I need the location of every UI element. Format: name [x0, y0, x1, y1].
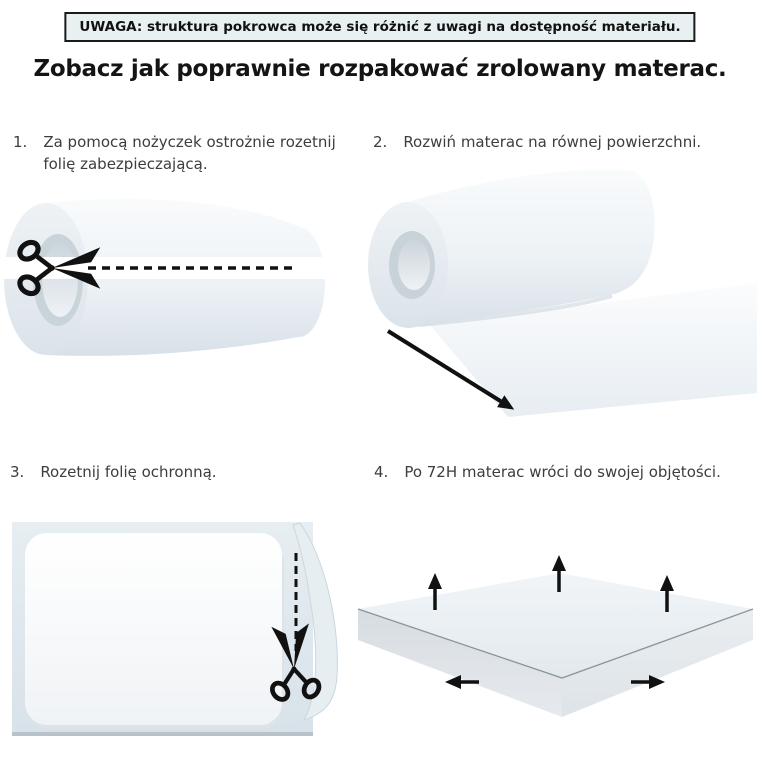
step-2-label — [373, 131, 760, 153]
step-2-text: Rozwiń materac na równej powierzchni. — [403, 133, 702, 151]
film-bottom-shadow — [12, 732, 313, 736]
illustration-mattress-expanding — [355, 530, 760, 760]
notice-banner — [64, 12, 695, 42]
illustration-unrolling-mattress — [360, 165, 760, 425]
step-3-number: 3. — [10, 463, 25, 481]
step-1-number: 1. — [13, 133, 28, 151]
step-3-text: Rozetnij folię ochronną. — [40, 463, 217, 481]
illustration-rolled-mattress-cut — [0, 185, 335, 400]
step-2-number: 2. — [373, 133, 388, 151]
page-title: Zobacz jak poprawnie rozpakować zrolowany materac. — [33, 56, 727, 82]
step-1-text: Za pomocą nożyczek ostrożnie rozetnij folię zabezpieczającą. — [43, 133, 336, 174]
illustration-cutting-protective-film — [0, 505, 345, 760]
notice-banner-text: UWAGA: struktura pokrowca może się różnić z uwagi na dostępność materiału. — [79, 19, 681, 35]
step-4-label — [374, 461, 760, 483]
step-1-label — [13, 131, 363, 175]
roll-hole-inner — [398, 240, 430, 290]
step-3-label — [10, 461, 360, 483]
mattress-top-view — [25, 533, 282, 725]
step-4-text: Po 72H materac wróci do swojej objętości. — [404, 463, 721, 481]
roll-hole-inner — [42, 243, 78, 317]
step-4-number: 4. — [374, 463, 389, 481]
